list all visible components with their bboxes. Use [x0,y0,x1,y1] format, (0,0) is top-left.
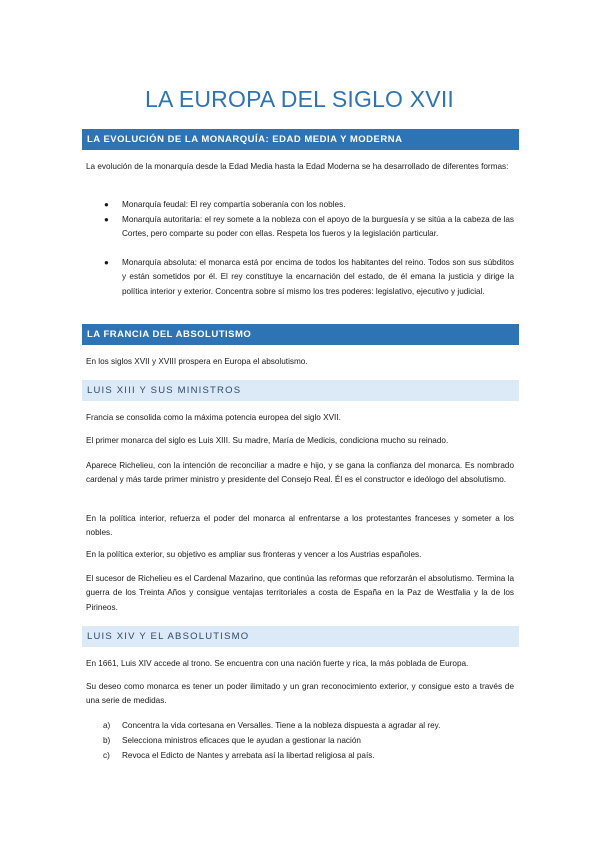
subsection-heading-luis-xiii: LUIS XIII Y SUS MINISTROS [82,380,519,401]
paragraph: En 1661, Luis XIV accede al trono. Se encuentra con una nación fuerte y rica, la más poblada de Europa. [86,659,469,668]
list-marker: b) [103,736,111,745]
list-item-absoluta: Monarquía absoluta: el monarca está por encima de todos los habitantes del reino. Todos son sus súbditos y están sometidos por él. El rey constituye la encarnación del estado, de él emana la justicia y dirige la política interior y exterior. Concentra sobre sí mismo los tres poderes: legislativo, ejecutivo y judicial. [122,258,514,296]
section-intro-monarquia: La evolución de la monarquía desde la Edad Media hasta la Edad Moderna se ha desarrollado de diferentes formas: [86,162,509,171]
paragraph: El primer monarca del siglo es Luis XIII. Su madre, María de Medicis, condiciona mucho su reinado. [86,436,449,445]
list-marker: c) [103,751,110,760]
list-item: Selecciona ministros eficaces que le ayudan a gestionar la nación [122,736,361,745]
bullet-icon: ● [104,215,109,224]
paragraph: En la política interior, refuerza el poder del monarca al enfrentarse a los protestantes franceses y someter a los nobles. [86,514,514,538]
list-item-autoritaria: Monarquía autoritaria: el rey somete a la nobleza con el apoyo de la burguesía y se sitúa a la cabeza de las Cortes, pero comparte su poder con ellas. Respeta los fueros y la legislación particular. [122,215,514,239]
paragraph: El sucesor de Richelieu es el Cardenal Mazarino, que continúa las reformas que reforzarán el absolutismo. Termina la guerra de los Treinta Años y consigue ventajas territoriales a costa de España en la Paz de Westfalia y la de los Pirineos. [86,574,514,612]
subsection-heading-luis-xiv: LUIS XIV Y EL ABSOLUTISMO [82,626,519,647]
paragraph: Su deseo como monarca es tener un poder ilimitado y un gran reconocimiento exterior, y consigue esto a través de una serie de medidas. [86,682,514,706]
section-heading-monarquia: LA EVOLUCIÓN DE LA MONARQUÍA: EDAD MEDIA Y MODERNA [82,129,519,150]
list-item: Concentra la vida cortesana en Versalles. Tiene a la nobleza dispuesta a agradar al rey. [122,721,441,730]
paragraph: En la política exterior, su objetivo es ampliar sus fronteras y vencer a los Austrias españoles. [86,550,422,559]
document-title: LA EUROPA DEL SIGLO XVII [144,86,455,112]
bullet-icon: ● [104,200,109,209]
list-item: Revoca el Edicto de Nantes y arrebata así la libertad religiosa al país. [122,751,375,760]
list-item-feudal: Monarquía feudal: El rey compartía soberanía con los nobles. [122,200,346,209]
paragraph: En los siglos XVII y XVIII prospera en Europa el absolutismo. [86,357,308,366]
section-heading-francia: LA FRANCIA DEL ABSOLUTISMO [82,324,519,345]
list-marker: a) [103,721,111,730]
paragraph: Francia se consolida como la máxima potencia europea del siglo XVII. [86,413,341,422]
bullet-icon: ● [104,258,109,267]
paragraph: Aparece Richelieu, con la intención de reconciliar a madre e hijo, y se gana la confianza del monarca. Es nombrado cardenal y más tarde primer ministro y presidente del Consejo Real. Él es el constructor e ideólogo del absolutismo. [86,461,514,485]
